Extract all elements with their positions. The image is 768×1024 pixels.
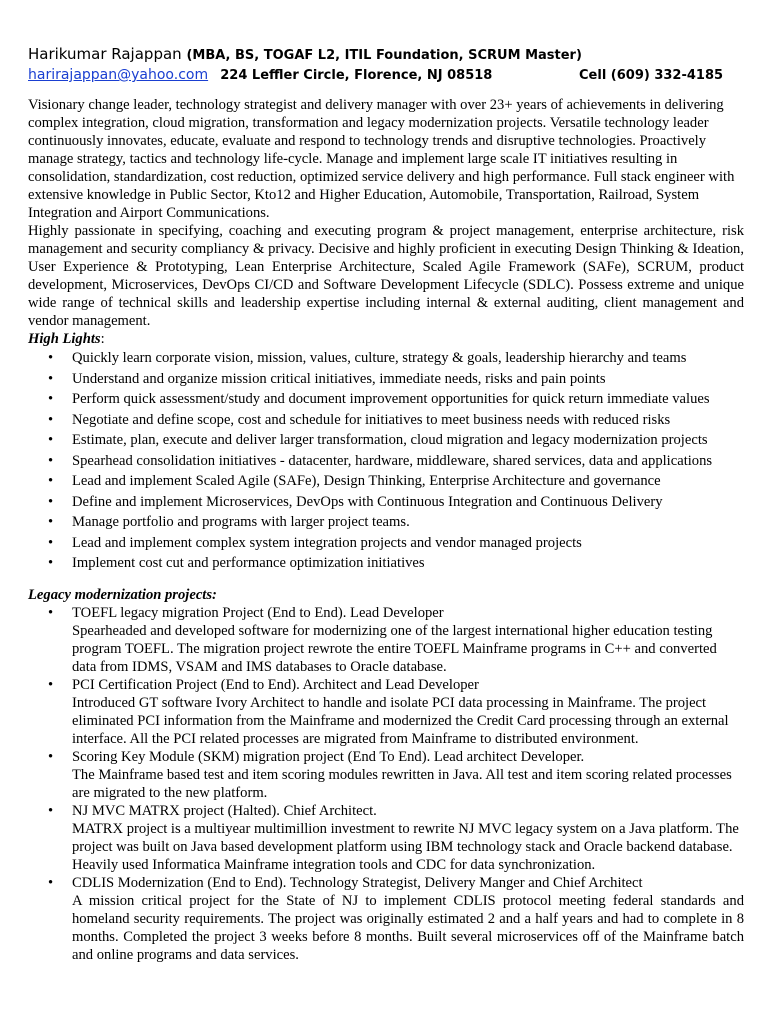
bullet-icon: • bbox=[48, 555, 54, 571]
email-link[interactable]: harirajappan@yahoo.com bbox=[28, 67, 209, 83]
highlight-item bbox=[28, 533, 744, 554]
highlight-text: Perform quick assessment/study and document improvement opportunities for quick return immediate values bbox=[72, 391, 710, 407]
highlight-text: Negotiate and define scope, cost and schedule for initiatives to meet business needs with reduced risks bbox=[72, 411, 671, 428]
highlight-text: Implement cost cut and performance optimization initiatives bbox=[72, 555, 425, 571]
highlight-item bbox=[28, 348, 744, 369]
legacy-heading: Legacy modernization projects: bbox=[28, 586, 217, 603]
project-item bbox=[28, 802, 744, 874]
project-title: CDLIS Modernization (End to End). Technology Strategist, Delivery Manger and Chief Architect bbox=[72, 874, 643, 891]
highlight-item bbox=[28, 471, 744, 492]
bullet-icon: • bbox=[48, 802, 54, 819]
address: 224 Leffler Circle, Florence, NJ 08518 bbox=[220, 68, 493, 83]
highlight-item bbox=[28, 553, 744, 574]
summary-paragraph-2: Highly passionate in specifying, coaching and executing program & project management, enterprise architecture, risk management and security compliancy & privacy. Decisive and highly proficient in executing Design Thinking & Ideation, User Experience & Prototyping, Lean Enterprise Architecture, Scaled Agile Framework (SAFe), SCRUM, product development, Microservices, DevOps CI/CD and Software Development Lifecycle (SDLC). Possess extreme and unique wide range of technical skills and leadership expertise including internal & external auditing, client management and vendor management. bbox=[28, 223, 744, 329]
bullet-icon: • bbox=[48, 350, 54, 366]
name-line bbox=[28, 44, 744, 66]
resume-header bbox=[28, 44, 744, 85]
highlight-item bbox=[28, 451, 744, 472]
highlights-heading bbox=[28, 330, 744, 348]
highlights-heading-colon: : bbox=[100, 331, 105, 347]
contact-line bbox=[28, 66, 744, 85]
project-description: Spearheaded and developed software for modernizing one of the largest international higher education testing program TOEFL. The migration project rewrote the entire TOEFL Mainframe programs in C++ and converted data from IDMS, VSAM and IMS databases to Oracle database. bbox=[72, 622, 717, 675]
highlight-text: Quickly learn corporate vision, mission, values, culture, strategy & goals, leadership hierarchy and teams bbox=[72, 350, 687, 366]
project-title: Scoring Key Module (SKM) migration project (End To End). Lead architect Developer. bbox=[72, 748, 585, 765]
project-title: TOEFL legacy migration Project (End to End). Lead Developer bbox=[72, 604, 444, 621]
highlights-heading-text: High Lights bbox=[28, 331, 101, 347]
bullet-icon: • bbox=[48, 514, 54, 530]
bullet-icon: • bbox=[48, 493, 54, 510]
bullet-icon: • bbox=[48, 391, 54, 407]
project-item bbox=[28, 604, 744, 676]
bullet-icon: • bbox=[48, 370, 54, 387]
project-item bbox=[28, 676, 744, 748]
highlights-list bbox=[28, 348, 744, 574]
highlight-text: Lead and implement complex system integration projects and vendor managed projects bbox=[72, 534, 582, 551]
highlight-item bbox=[28, 369, 744, 390]
project-description: MATRX project is a multiyear multimillion investment to rewrite NJ MVC legacy system on a Java platform. The project was built on Java based development platform using IBM technology stack and Oracle backend database. Heavily used Informatica Mainframe integration tools and CDC for data synchronization. bbox=[72, 820, 739, 873]
legacy-project-list bbox=[28, 604, 744, 964]
bullet-icon: • bbox=[48, 874, 54, 891]
highlight-text: Define and implement Microservices, DevOps with Continuous Integration and Continuous Delivery bbox=[72, 493, 663, 510]
phone-number: Cell (609) 332-4185 bbox=[579, 68, 724, 83]
bullet-icon: • bbox=[48, 676, 54, 693]
summary-paragraph-1: Visionary change leader, technology strategist and delivery manager with over 23+ years of achievements in delivering complex integration, cloud migration, transformation and legacy modernization projects. Versatile technology leader continuously innovates, educate, evaluate and respond to technology trends and disruptive technologies. Proactively manage strategy, tactics and technology life-cycle. Manage and implement large scale IT initiatives resulting in consolidation, standardization, cost reduction, optimized service delivery and high performance. Full stack engineer with extensive knowledge in Public Sector, Kto12 and Higher Education, Automobile, Transportation, Railroad, System Integration and Airport Communications. bbox=[28, 97, 735, 221]
candidate-name: Harikumar Rajappan bbox=[28, 45, 182, 63]
highlight-text: Lead and implement Scaled Agile (SAFe), Design Thinking, Enterprise Architecture and governance bbox=[72, 473, 661, 489]
highlight-item bbox=[28, 430, 744, 451]
highlight-item bbox=[28, 492, 744, 513]
highlight-item bbox=[28, 389, 744, 410]
bullet-icon: • bbox=[48, 473, 54, 489]
section-spacer bbox=[28, 574, 744, 586]
highlight-item bbox=[28, 512, 744, 533]
highlight-text: Estimate, plan, execute and deliver larger transformation, cloud migration and legacy modernization projects bbox=[72, 432, 708, 448]
project-title: PCI Certification Project (End to End). Architect and Lead Developer bbox=[72, 676, 479, 693]
project-item bbox=[28, 748, 744, 802]
highlight-text: Spearhead consolidation initiatives - datacenter, hardware, middleware, shared services, data and applications bbox=[72, 452, 713, 469]
bullet-icon: • bbox=[48, 452, 54, 469]
bullet-icon: • bbox=[48, 604, 54, 621]
highlight-text: Understand and organize mission critical initiatives, immediate needs, risks and pain points bbox=[72, 370, 606, 387]
bullet-icon: • bbox=[48, 748, 54, 765]
highlight-item bbox=[28, 410, 744, 431]
project-description: Introduced GT software Ivory Architect to handle and isolate PCI data processing in Mainframe. The project eliminated PCI information from the Mainframe and modernized the Credit Card processing through an external interface. All the PCI related processes are migrated from Mainframe to distributed environment. bbox=[72, 694, 729, 747]
highlight-text: Manage portfolio and programs with larger project teams. bbox=[72, 514, 410, 530]
bullet-icon: • bbox=[48, 534, 54, 551]
project-description: The Mainframe based test and item scoring modules rewritten in Java. All test and item scoring related processes are migrated to the new platform. bbox=[72, 766, 732, 801]
bullet-icon: • bbox=[48, 411, 54, 428]
resume-body bbox=[28, 96, 744, 964]
project-description: A mission critical project for the State of NJ to implement CDLIS protocol meeting federal standards and homeland security requirements. The project was originally estimated 2 and a half years and had to complete in 8 months. Completed the project 3 weeks before 8 months. Built several microservices off of the Mainframe batch and online programs and data services. bbox=[72, 892, 744, 963]
project-item bbox=[28, 874, 744, 964]
project-title: NJ MVC MATRX project (Halted). Chief Architect. bbox=[72, 802, 377, 819]
bullet-icon: • bbox=[48, 432, 54, 448]
credentials: (MBA, BS, TOGAF L2, ITIL Foundation, SCRUM Master) bbox=[186, 48, 582, 63]
resume-page bbox=[28, 44, 744, 964]
